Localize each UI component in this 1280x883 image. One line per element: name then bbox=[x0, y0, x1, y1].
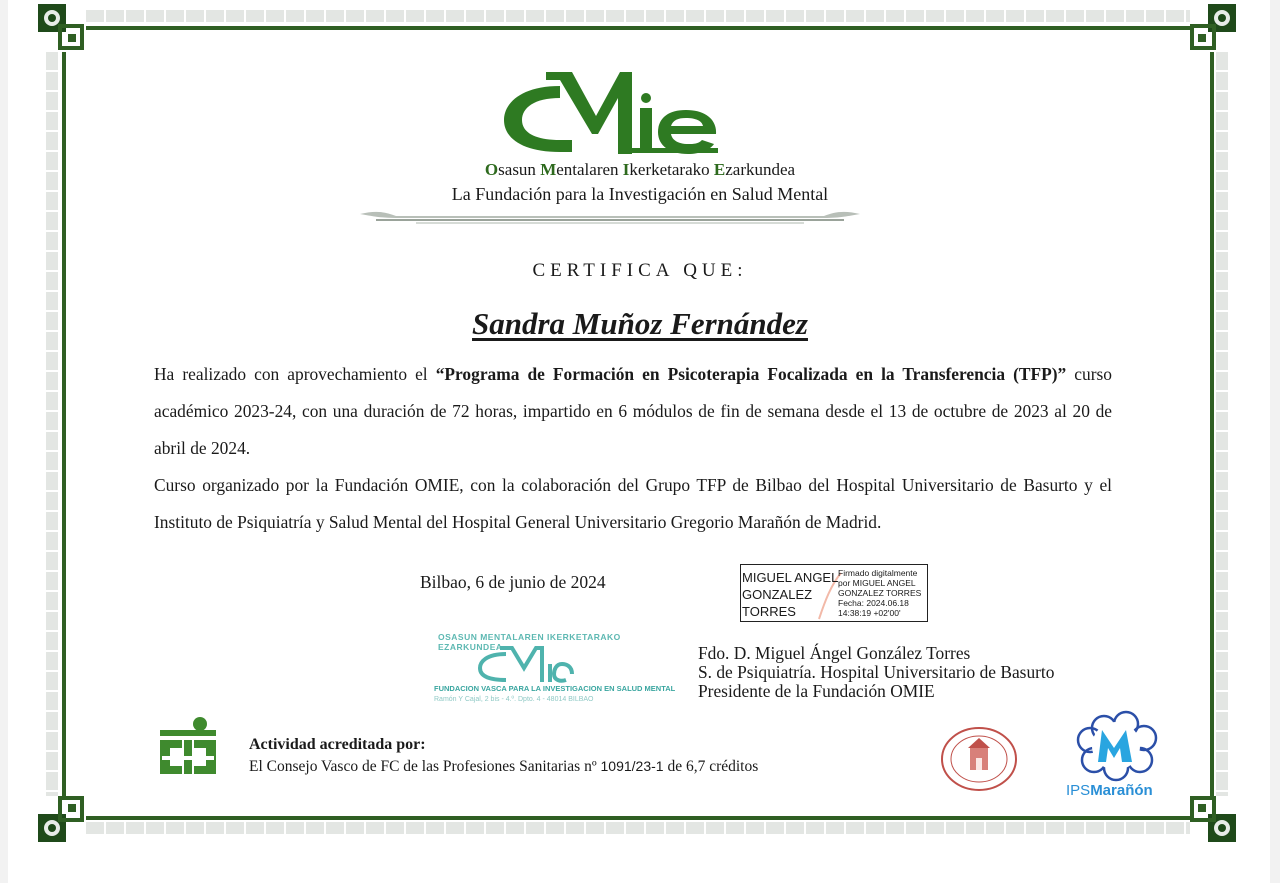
org-basque-word-2: Mentalaren bbox=[540, 160, 623, 179]
cfc-accreditation-logo bbox=[158, 716, 218, 776]
digital-signature-box bbox=[740, 564, 928, 622]
body-paragraph-2: Curso organizado por la Fundación OMIE, con la colaboración del Grupo TFP de Bilbao del Hospital Universitario de Basurto y el Instituto de Psiquiatría y Salud Mental del Hospital General Universitario Gregorio Marañón de Madrid. bbox=[154, 475, 1112, 532]
header-flourish bbox=[356, 206, 864, 226]
foundation-stamp: OSASUN MENTALAREN IKERKETARAKO EZARKUNDEA FUNDACION VASCA PARA LA INVESTIGACION EN SALUD MENTAL Ramón Y Cajal, 2 bis - 4.º. Dpto. 4 - 48014 BILBAO bbox=[434, 632, 676, 703]
corner-ornament-top-right bbox=[1188, 4, 1236, 52]
corner-ornament-bottom-right bbox=[1188, 794, 1236, 842]
signature-name: MIGUEL ANGEL GONZALEZ TORRES bbox=[742, 570, 839, 619]
omie-logo bbox=[500, 64, 724, 160]
corner-ornament-bottom-left bbox=[38, 794, 86, 842]
org-basque-word-4: Ezarkundea bbox=[713, 160, 796, 179]
border-line-bottom bbox=[86, 816, 1190, 820]
accreditation-title: Actividad acreditada por: bbox=[249, 736, 426, 753]
accreditation-detail: El Consejo Vasco de FC de las Profesiones Sanitarias nº 1091/23-1 de 6,7 créditos bbox=[249, 758, 759, 775]
signer-department: S. de Psiquiatría. Hospital Universitario de Basurto bbox=[698, 662, 1055, 682]
place-and-date: Bilbao, 6 de junio de 2024 bbox=[420, 572, 606, 592]
body-paragraph-1: Ha realizado con aprovechamiento el “Programa de Formación en Psicoterapia Focalizada en la Transferencia (TFP)” curso académico 2023-24, con una duración de 72 horas, impartido en 6 módulos de fin de semana desde el 13 de octubre de 2023 al 20 de abril de 2024. bbox=[154, 364, 1112, 458]
accreditation-number: 1091/23-1 bbox=[600, 758, 664, 774]
signer-name: Fdo. D. Miguel Ángel González Torres bbox=[698, 643, 971, 663]
signer-block bbox=[698, 644, 1054, 701]
corner-ornament-top-left bbox=[38, 4, 86, 52]
signer-role: Presidente de la Fundación OMIE bbox=[698, 681, 935, 701]
stamp-omie-logo bbox=[476, 644, 576, 684]
border-band-bottom bbox=[86, 822, 1190, 834]
certifies-heading: CERTIFICA QUE: bbox=[532, 260, 748, 281]
org-name-spanish: La Fundación para la Investigación en Salud Mental bbox=[451, 184, 829, 204]
certificate-body bbox=[154, 356, 1112, 541]
org-basque-word-3: Ikerketarako bbox=[622, 160, 714, 179]
program-title: “Programa de Formación en Psicoterapia Focalizada en la Transferencia (TFP)” bbox=[435, 364, 1067, 384]
hospital-basurto-seal bbox=[940, 726, 1018, 792]
ips-maranon-text: IPSMarañón bbox=[1066, 782, 1153, 799]
org-name-basque bbox=[0, 160, 1280, 180]
org-basque-word-1: Osasun bbox=[484, 160, 541, 179]
border-line-top bbox=[86, 26, 1190, 30]
recipient-name: Sandra Muñoz Fernández bbox=[472, 306, 808, 341]
border-band-top bbox=[86, 10, 1190, 22]
signature-info: Firmado digitalmente por MIGUEL ANGEL GONZALEZ TORRES Fecha: 2024.06.18 14:38:19 +02'00' bbox=[838, 568, 922, 618]
